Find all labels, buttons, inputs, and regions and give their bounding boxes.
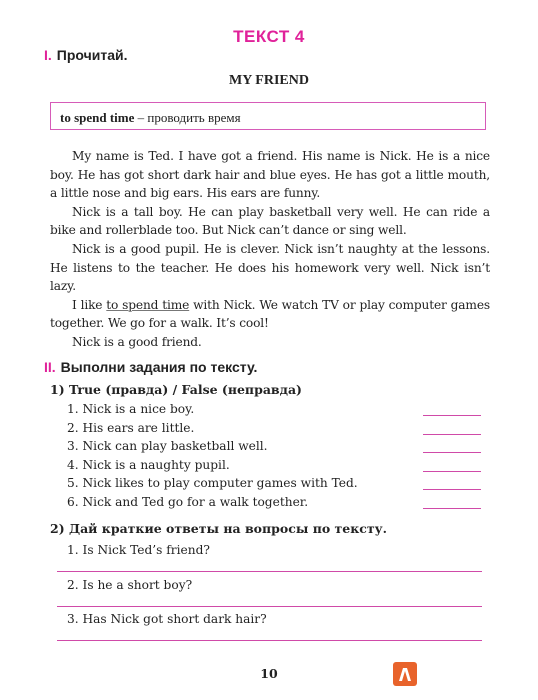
section-1-heading xyxy=(44,47,127,63)
statement-text: 3. Nick can play basketball well. xyxy=(67,439,268,454)
story-passage xyxy=(50,147,490,352)
list-item xyxy=(67,439,487,458)
answer-line[interactable] xyxy=(57,571,482,572)
list-item xyxy=(67,402,487,421)
paragraph-4-end: with Nick. We watch TV or play computer games together. We go for a walk. It’s cool! xyxy=(50,297,490,331)
answer-line[interactable] xyxy=(57,640,482,641)
vocabulary-box xyxy=(50,102,486,130)
task-2-heading: 2) Дай краткие ответы на вопросы по тексту. xyxy=(50,521,387,536)
story-paragraph-1: My name is Ted. I have got a friend. His name is Nick. He is a nice boy. He has got short dark hair and blue eyes. He has got a little mouth, a little nose and big ears. His ears are funny. xyxy=(50,149,490,201)
list-item xyxy=(67,543,487,578)
list-item xyxy=(67,612,487,647)
section-2-label: Выполни задания по тексту. xyxy=(60,359,258,375)
question-text: 3. Has Nick got short dark hair? xyxy=(67,612,267,626)
list-item xyxy=(67,476,487,495)
statement-text: 6. Nick and Ted go for a walk together. xyxy=(67,494,309,509)
text-title: ТЕКСТ 4 xyxy=(233,27,305,46)
underlined-phrase: to spend time xyxy=(106,297,190,312)
list-item xyxy=(67,495,487,514)
answer-blank[interactable] xyxy=(423,489,481,490)
section-2-number: II. xyxy=(44,359,56,375)
section-1-label: Прочитай. xyxy=(56,47,128,63)
task-1-heading: 1) True (правда) / False (неправда) xyxy=(50,382,302,397)
logo-glyph-icon xyxy=(393,662,417,686)
statement-text: 4. Nick is a naughty pupil. xyxy=(67,457,230,472)
statement-text: 1. Nick is a nice boy. xyxy=(67,402,195,416)
question-text: 1. Is Nick Ted’s friend? xyxy=(67,543,210,557)
statement-text: 2. His ears are little. xyxy=(67,420,195,435)
questions-list xyxy=(67,543,487,647)
story-paragraph-4 xyxy=(50,296,490,333)
true-false-list xyxy=(67,402,487,514)
story-title: MY FRIEND xyxy=(229,73,309,88)
answer-blank[interactable] xyxy=(423,434,481,435)
paragraph-4-start: I like xyxy=(72,297,107,312)
vocabulary-definition: – проводить время xyxy=(134,110,241,125)
story-paragraph-5: Nick is a good friend. xyxy=(72,334,202,349)
question-text: 2. Is he a short boy? xyxy=(67,577,193,592)
answer-blank[interactable] xyxy=(423,508,481,509)
vocabulary-term: to spend time xyxy=(60,110,135,125)
section-1-number: I. xyxy=(44,47,52,63)
section-2-heading xyxy=(44,359,257,375)
list-item xyxy=(67,421,487,440)
statement-text: 5. Nick likes to play computer games with Ted. xyxy=(67,476,358,491)
list-item xyxy=(67,578,487,613)
answer-line[interactable] xyxy=(57,606,482,607)
answer-blank[interactable] xyxy=(423,415,481,416)
list-item xyxy=(67,458,487,477)
answer-blank[interactable] xyxy=(423,452,481,453)
page-number: 10 xyxy=(260,666,278,681)
publisher-logo-icon xyxy=(393,662,417,686)
story-paragraph-2: Nick is a tall boy. He can play basketball very well. He can ride a bike and rollerblade too. But Nick can’t dance or sing well. xyxy=(50,204,490,238)
story-paragraph-3: Nick is a good pupil. He is clever. Nick isn’t naughty at the lessons. He listens to the teacher. He does his homework very well. Nick isn’t lazy. xyxy=(50,241,490,294)
answer-blank[interactable] xyxy=(423,471,481,472)
